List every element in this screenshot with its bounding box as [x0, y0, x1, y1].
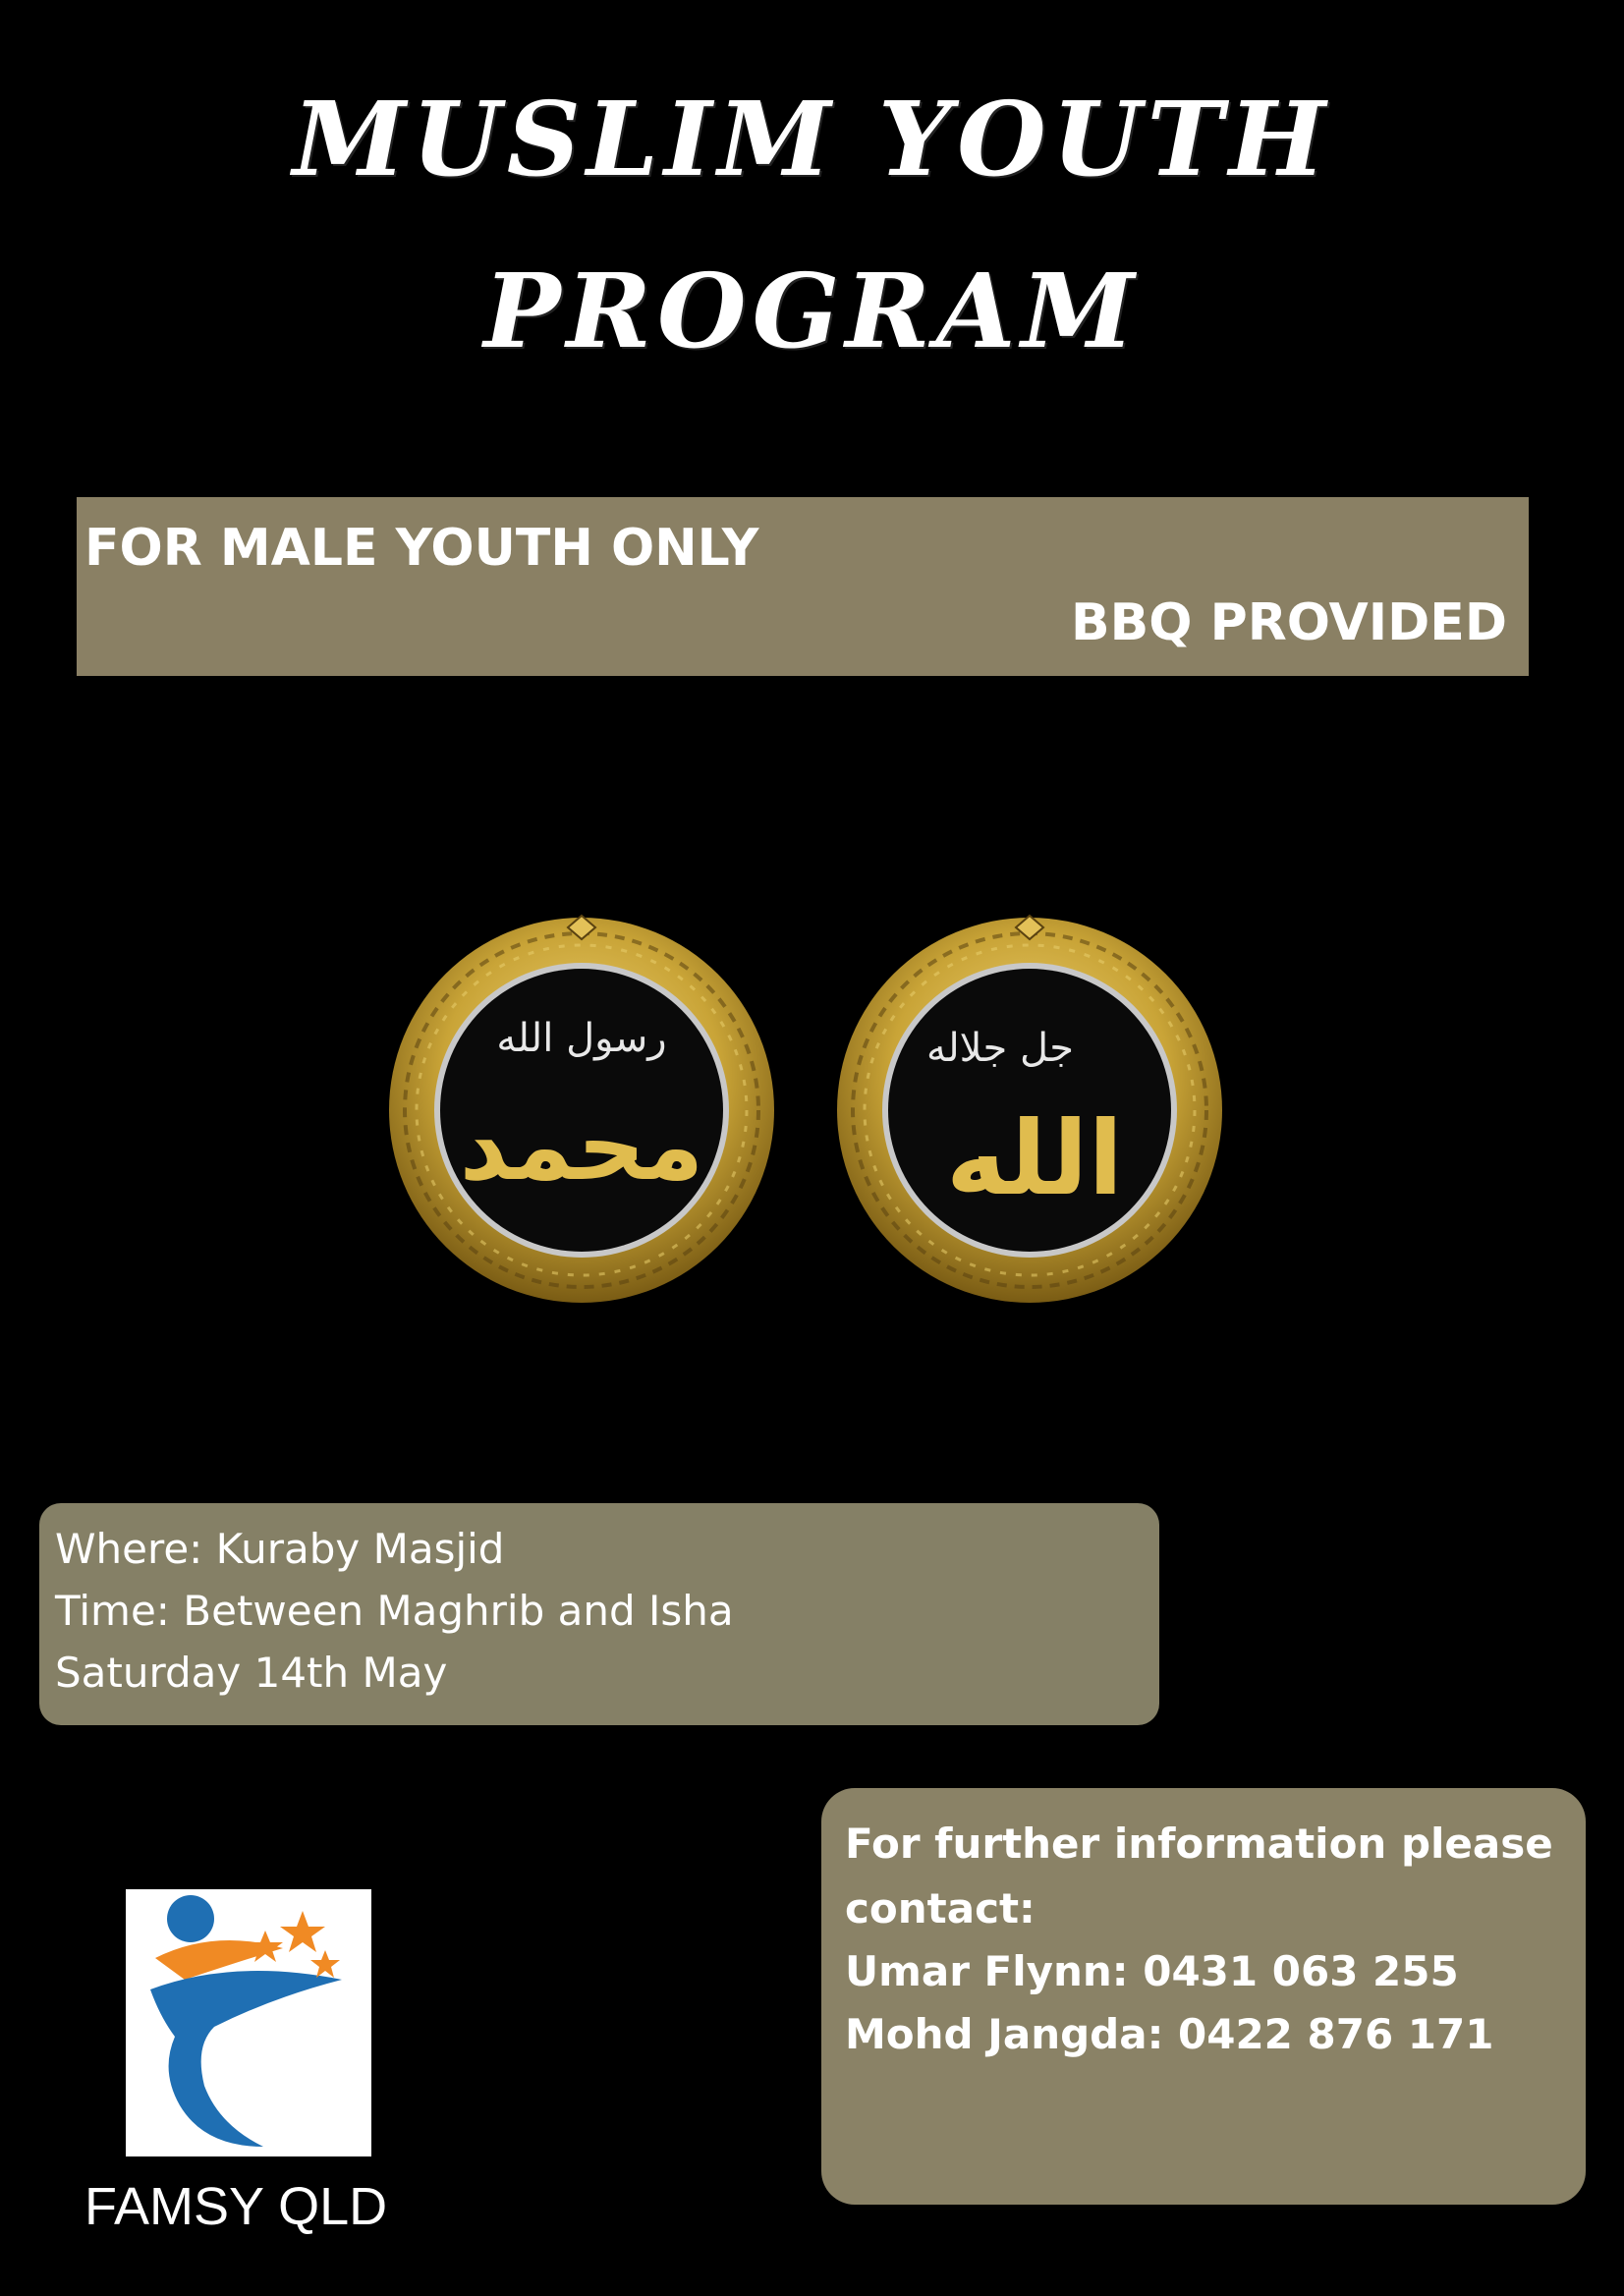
muhammad-calligraphy-emblem-icon: [385, 914, 778, 1307]
famsy-logo-icon: [126, 1889, 371, 2156]
famsy-logo: [126, 1889, 371, 2156]
svg-text:الله: الله: [945, 1098, 1124, 1218]
contact-intro-line-1: For further information please: [845, 1820, 1553, 1868]
banner-audience-text: FOR MALE YOUTH ONLY: [84, 519, 759, 578]
contact-panel: [821, 1788, 1586, 2205]
info-banner: [77, 497, 1529, 676]
event-date: Saturday 14th May: [55, 1649, 448, 1697]
svg-text:رسول الله: رسول الله: [496, 1016, 667, 1061]
contact-intro-line-2: contact:: [845, 1884, 1036, 1932]
calligraphy-emblems: [0, 914, 1624, 1326]
event-details-panel: [39, 1503, 1159, 1725]
banner-bbq-text: BBQ PROVIDED: [1071, 593, 1507, 652]
organization-name: FAMSY QLD: [84, 2177, 388, 2236]
svg-text:جل جلاله: جل جلاله: [926, 1026, 1074, 1071]
event-time: Time: Between Maghrib and Isha: [55, 1587, 734, 1635]
contact-person-2: Mohd Jangda: 0422 876 171: [845, 2010, 1494, 2058]
svg-text:محمد: محمد: [459, 1092, 704, 1202]
event-location: Where: Kuraby Masjid: [55, 1525, 505, 1573]
title-line-1: MUSLIM YOUTH: [292, 79, 1332, 199]
allah-calligraphy-emblem-icon: [833, 914, 1226, 1307]
title-line-2: PROGRAM: [483, 251, 1141, 371]
contact-person-1: Umar Flynn: 0431 063 255: [845, 1947, 1459, 1995]
